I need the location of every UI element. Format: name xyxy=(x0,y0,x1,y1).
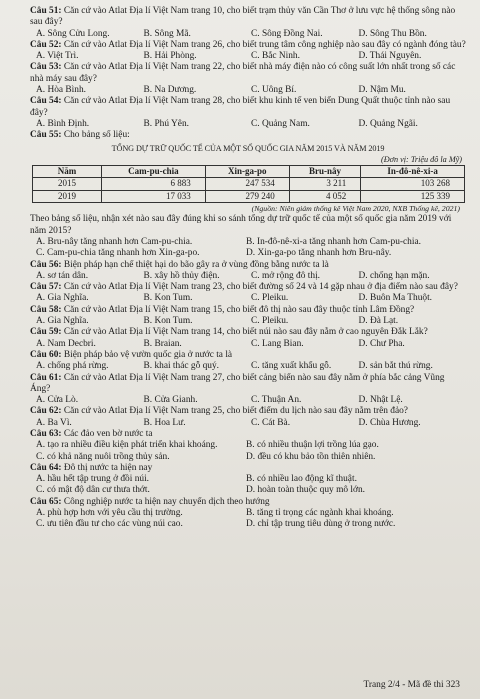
option[interactable]: D. Chùa Hương. xyxy=(358,417,421,428)
cell-value: 3 211 xyxy=(289,178,360,190)
option[interactable]: D. Thái Nguyên. xyxy=(358,51,422,62)
question-number: Câu 52: xyxy=(30,39,64,50)
option[interactable]: B. Sông Mã. xyxy=(143,28,191,39)
option[interactable]: C. Thuận An. xyxy=(251,395,302,406)
question-text: Căn cứ vào Atlat Địa lí Việt Nam trang 15, cho biết đô thị nào sau đây thuộc tỉnh Lâm Đồng? xyxy=(63,304,415,315)
option[interactable]: B. xây hồ thủy điện. xyxy=(143,270,220,281)
question-59 xyxy=(30,327,466,338)
option[interactable]: A. Cửa Lò. xyxy=(36,395,79,406)
option[interactable]: D. Buôn Ma Thuột. xyxy=(358,293,433,304)
header-indonesia: In-đô-nê-xi-a xyxy=(361,166,465,178)
table-source: (Nguồn: Niên giám thống kê Việt Nam 2020, NXB Thống kê, 2021) xyxy=(251,204,460,214)
question-text: Các đảo ven bờ nước ta xyxy=(63,428,153,439)
question-64 xyxy=(30,463,466,474)
question-number: Câu 63: xyxy=(30,428,64,439)
question-number: Câu 57: xyxy=(30,282,64,293)
option[interactable]: C. mở rộng đô thị. xyxy=(251,270,321,281)
question-text: Biện pháp hạn chế thiệt hại do bão gây ra ở vùng đồng bằng nước ta là xyxy=(63,259,329,270)
question-60 xyxy=(30,350,466,361)
question-61 xyxy=(30,373,466,396)
options xyxy=(36,418,466,429)
options xyxy=(36,440,466,463)
option[interactable]: A. Ba Vì. xyxy=(36,417,72,428)
options xyxy=(36,474,466,497)
option[interactable]: A. Gia Nghĩa. xyxy=(36,316,89,327)
question-number: Câu 61: xyxy=(30,372,64,383)
question-62 xyxy=(30,406,466,417)
option[interactable]: A. Sông Cửu Long. xyxy=(36,28,110,39)
option[interactable]: A. hầu hết tập trung ở đồi núi. xyxy=(36,474,150,485)
question-54 xyxy=(30,96,466,119)
option[interactable]: A. Gia Nghĩa. xyxy=(36,293,89,304)
options xyxy=(36,339,466,350)
cell-value: 4 052 xyxy=(289,190,360,202)
header-year: Năm xyxy=(33,166,102,178)
options xyxy=(36,361,466,372)
option[interactable]: C. Bắc Ninh. xyxy=(251,51,300,62)
option[interactable]: B. In-đô-nê-xi-a tăng nhanh hơn Cam-pu-chia. xyxy=(246,236,421,247)
option[interactable]: A. Hòa Bình. xyxy=(36,85,86,96)
option[interactable]: B. Kon Tum. xyxy=(143,316,193,327)
option[interactable]: C. có khả năng nuôi trồng thủy sản. xyxy=(36,451,170,462)
option[interactable]: C. Cát Bà. xyxy=(251,417,291,428)
question-number: Câu 62: xyxy=(30,406,64,417)
cell-year: 2019 xyxy=(33,190,102,202)
option[interactable]: B. Hải Phòng. xyxy=(143,51,197,62)
question-number: Câu 58: xyxy=(30,304,64,315)
option[interactable]: D. Nhật Lệ. xyxy=(358,395,403,406)
option[interactable]: B. Hoa Lư. xyxy=(143,417,186,428)
option[interactable]: C. Quảng Nam. xyxy=(251,118,310,129)
option[interactable]: B. Kon Tum. xyxy=(143,293,193,304)
q55-stem: Theo bảng số liệu, nhận xét nào sau đây đúng khi so sánh tổng dự trữ quốc tế của một số quốc gia năm 2019 với năm 2015? xyxy=(30,214,452,236)
option[interactable]: A. Việt Trì. xyxy=(36,51,79,62)
option[interactable]: D. chỉ tập trung tiêu dùng ở trong nước. xyxy=(246,519,396,530)
option[interactable]: D. Chư Pha. xyxy=(358,338,405,349)
option[interactable]: A. sơ tán dân. xyxy=(36,270,89,281)
options xyxy=(36,51,466,62)
option[interactable]: D. Nậm Mu. xyxy=(358,85,406,96)
question-57 xyxy=(30,282,466,293)
question-text: Căn cứ vào Atlat Địa lí Việt Nam trang 27, cho biết cảng biển nào sau đây nằm ở phía bắc cảng Vũng Áng? xyxy=(30,372,445,394)
page-footer: Trang 2/4 - Mã đề thi 323 xyxy=(363,679,460,690)
cell-value: 6 883 xyxy=(102,178,206,190)
question-number: Câu 60: xyxy=(30,349,64,360)
cell-value: 125 339 xyxy=(361,190,465,202)
option[interactable]: B. khai thác gỗ quý. xyxy=(143,361,220,372)
option[interactable]: C. Uông Bí. xyxy=(251,85,297,96)
cell-value: 247 534 xyxy=(205,178,289,190)
question-65 xyxy=(30,497,466,508)
option[interactable]: A. Bru-nây tăng nhanh hơn Cam-pu-chia. xyxy=(36,236,193,247)
question-text: Căn cứ vào Atlat Địa lí Việt Nam trang 25, cho biết điểm du lịch nào sau đây nằm trên đảo? xyxy=(63,406,408,417)
question-text: Căn cứ vào Atlat Địa lí Việt Nam trang 26, cho biết trung tâm công nghiệp nào sau đây có ngành đóng tàu? xyxy=(63,39,466,50)
question-63 xyxy=(30,429,466,440)
q55-options xyxy=(36,237,466,260)
data-table xyxy=(32,165,465,203)
header-brunei: Bru-nây xyxy=(289,166,360,178)
question-58 xyxy=(30,305,466,316)
question-text: Căn cứ vào Atlat Địa lí Việt Nam trang 23, cho biết đường số 24 và 14 gặp nhau ở địa điểm nào sau đây? xyxy=(63,282,458,293)
options xyxy=(36,119,466,130)
option[interactable]: A. tạo ra nhiều điều kiện phát triển khai khoáng. xyxy=(36,440,218,451)
question-text: Cho bảng số liệu: xyxy=(63,130,130,141)
option[interactable]: C. có mật độ dân cư thưa thớt. xyxy=(36,485,150,496)
cell-value: 17 033 xyxy=(102,190,206,202)
option[interactable]: C. Cam-pu-chia tăng nhanh hơn Xin-ga-po. xyxy=(36,248,200,259)
question-number: Câu 56: xyxy=(30,259,64,270)
question-text: Công nghiệp nước ta hiện nay chuyển dịch theo hướng xyxy=(63,496,270,507)
option[interactable]: D. Xin-ga-po tăng nhanh hơn Bru-nây. xyxy=(246,248,392,259)
option[interactable]: C. tăng xuất khẩu gỗ. xyxy=(251,361,332,372)
options xyxy=(36,293,466,304)
option[interactable]: A. phù hợp hơn với yêu cầu thị trường. xyxy=(36,508,183,519)
question-text: Đô thị nước ta hiện nay xyxy=(63,462,153,473)
question-number: Câu 51: xyxy=(30,6,64,16)
option[interactable]: B. Cửa Gianh. xyxy=(143,395,198,406)
question-number: Câu 54: xyxy=(30,96,64,107)
option[interactable]: D. đều có khu bảo tồn thiên nhiên. xyxy=(246,451,376,462)
options xyxy=(36,395,466,406)
question-text: Căn cứ vào Atlat Địa lí Việt Nam trang 28, cho biết khu kinh tế ven biển Dung Quất thuộc tỉnh nào sau đây? xyxy=(30,96,451,118)
header-cambodia: Cam-pu-chia xyxy=(102,166,206,178)
option[interactable]: D. chống hạn mặn. xyxy=(358,270,430,281)
options xyxy=(36,316,466,327)
question-text: Căn cứ vào Atlat Địa lí Việt Nam trang 14, cho biết núi nào sau đây nằm ở cao nguyên Đắk Lắk? xyxy=(63,327,428,338)
option[interactable]: B. Phú Yên. xyxy=(143,118,189,129)
option[interactable]: C. ưu tiên đầu tư cho các vùng núi cao. xyxy=(36,519,183,530)
question-number: Câu 65: xyxy=(30,496,64,507)
question-number: Câu 59: xyxy=(30,327,64,338)
table-row xyxy=(33,190,465,202)
question-text: Biện pháp bảo vệ vườn quốc gia ở nước ta là xyxy=(63,349,233,360)
option[interactable]: A. Nam Decbri. xyxy=(36,338,96,349)
cell-year: 2015 xyxy=(33,178,102,190)
options xyxy=(36,508,466,531)
option[interactable]: C. Pleiku. xyxy=(251,316,289,327)
option[interactable]: B. Braian. xyxy=(143,338,182,349)
question-text: Căn cứ vào Atlat Địa lí Việt Nam trang 22, cho biết nhà máy điện nào có công suất lớn nhất trong số các nhà máy sau đây? xyxy=(30,62,456,84)
option[interactable]: D. sản bắt thú rừng. xyxy=(358,361,433,372)
question-52 xyxy=(30,40,466,51)
question-51 xyxy=(30,6,466,29)
cell-value: 279 240 xyxy=(205,190,289,202)
options xyxy=(36,271,466,282)
question-number: Câu 55: xyxy=(30,130,64,141)
option[interactable]: D. Quảng Ngãi. xyxy=(358,118,418,129)
question-56 xyxy=(30,260,466,271)
question-number: Câu 53: xyxy=(30,62,64,73)
option[interactable]: B. Na Dương. xyxy=(143,85,197,96)
option[interactable]: D. Đà Lạt. xyxy=(358,316,399,327)
option[interactable]: B. tăng tỉ trọng các ngành khai khoáng. xyxy=(246,508,394,519)
option[interactable]: D. hoàn toàn thuộc quy mô lớn. xyxy=(246,485,366,496)
question-text: Căn cứ vào Atlat Địa lí Việt Nam trang 10, cho biết trạm thủy văn Cần Thơ ở lưu vực hệ thống sông nào sau đây? xyxy=(30,6,456,28)
option[interactable]: C. Lang Bian. xyxy=(251,338,304,349)
table-title: TỔNG DỰ TRỮ QUỐC TẾ CỦA MỘT SỐ QUỐC GIA NĂM 2015 VÀ NĂM 2019 xyxy=(111,143,385,153)
option[interactable]: C. Pleiku. xyxy=(251,293,289,304)
table-unit: (Đơn vị: Triệu đô la Mỹ) xyxy=(381,154,462,164)
header-singapore: Xin-ga-po xyxy=(205,166,289,178)
option[interactable]: B. có nhiều lao động kĩ thuật. xyxy=(246,474,357,485)
cell-value: 103 268 xyxy=(361,178,465,190)
table-header-row xyxy=(33,166,465,178)
question-53 xyxy=(30,62,466,85)
options xyxy=(36,29,466,40)
question-55 xyxy=(30,130,466,141)
question-number: Câu 64: xyxy=(30,462,64,473)
options xyxy=(36,85,466,96)
option[interactable]: A. chống phá rừng. xyxy=(36,361,109,372)
option[interactable]: A. Bình Định. xyxy=(36,118,90,129)
option[interactable]: B. có nhiều thuận lợi trồng lúa gạo. xyxy=(246,440,379,451)
option[interactable]: D. Sông Thu Bồn. xyxy=(358,28,427,39)
option[interactable]: C. Sông Đồng Nai. xyxy=(251,28,323,39)
table-row xyxy=(33,178,465,190)
